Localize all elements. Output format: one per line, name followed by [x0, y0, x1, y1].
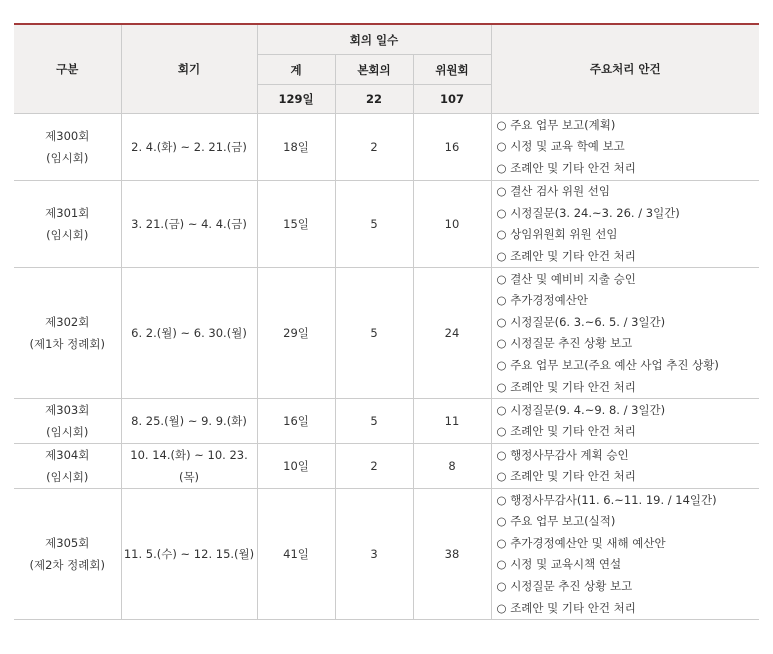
header-agenda: 주요처리 안건 [491, 24, 759, 114]
session-type: (제1차 정례회) [29, 337, 105, 352]
agenda-item: ○ 시정 및 교육 학예 보고 [496, 139, 625, 154]
session-name-cell [14, 268, 121, 399]
agenda-item: ○ 조례안 및 기타 안건 처리 [496, 600, 636, 615]
agenda-item: ○ 조례안 및 기타 안건 처리 [496, 424, 636, 439]
plenary-days-cell: 2 [335, 114, 413, 181]
session-name-cell [14, 181, 121, 268]
session-period: 6. 2.(월) ~ 6. 30.(월) [121, 268, 257, 399]
agenda-item: ○ 주요 업무 보고(주요 예산 사업 추진 상황) [496, 357, 719, 372]
table-row [14, 444, 759, 489]
total-committee: 107 [413, 85, 491, 114]
agenda-item: ○ 행정사무감사(11. 6.~11. 19. / 14일간) [496, 492, 717, 507]
agenda-cell [491, 444, 759, 489]
agenda-cell [491, 489, 759, 620]
agenda-item: ○ 시정질문(9. 4.~9. 8. / 3일간) [496, 402, 666, 417]
total-days: 129일 [257, 85, 335, 114]
session-period: 10. 14.(화) ~ 10. 23.(목) [121, 444, 257, 489]
session-type: (임시회) [46, 470, 89, 485]
agenda-item: ○ 시정질문 추진 상황 보고 [496, 336, 633, 351]
plenary-days-cell: 5 [335, 181, 413, 268]
agenda-item: ○ 조례안 및 기타 안건 처리 [496, 379, 636, 394]
session-type: (제2차 정례회) [29, 558, 105, 573]
session-number: 제302회 [45, 315, 90, 330]
agenda-item: ○ 시정질문 추진 상황 보고 [496, 578, 633, 593]
agenda-cell [491, 114, 759, 181]
agenda-item: ○ 추가경정예산안 [496, 293, 588, 308]
session-name-cell [14, 114, 121, 181]
agenda-item: ○ 조례안 및 기타 안건 처리 [496, 160, 636, 175]
plenary-days-cell: 5 [335, 399, 413, 444]
agenda-cell [491, 399, 759, 444]
plenary-days-cell: 2 [335, 444, 413, 489]
plenary-days-cell: 3 [335, 489, 413, 620]
committee-days-cell: 24 [413, 268, 491, 399]
agenda-item: ○ 시정질문(6. 3.~6. 5. / 3일간) [496, 314, 666, 329]
committee-days-cell: 38 [413, 489, 491, 620]
session-type: (임시회) [46, 151, 89, 165]
session-table [14, 23, 759, 620]
header-committee: 위원회 [413, 55, 491, 85]
committee-days-cell: 10 [413, 181, 491, 268]
agenda-item: ○ 상임위원회 위원 선임 [496, 227, 618, 242]
session-period: 8. 25.(월) ~ 9. 9.(화) [121, 399, 257, 444]
table-row [14, 399, 759, 444]
session-table-container [14, 23, 759, 620]
agenda-item: ○ 시정질문(3. 24.~3. 26. / 3일간) [496, 205, 680, 220]
agenda-item: ○ 행정사무감사 계획 승인 [496, 447, 629, 462]
header-days-group: 회의 일수 [257, 24, 491, 55]
table-row [14, 268, 759, 399]
header-category: 구분 [14, 24, 121, 114]
session-period: 2. 4.(화) ~ 2. 21.(금) [121, 114, 257, 181]
session-period: 3. 21.(금) ~ 4. 4.(금) [121, 181, 257, 268]
agenda-item: ○ 조례안 및 기타 안건 처리 [496, 469, 636, 484]
header-session: 회기 [121, 24, 257, 114]
committee-days-cell: 11 [413, 399, 491, 444]
session-type: (임시회) [46, 425, 89, 440]
header-plenary: 본회의 [335, 55, 413, 85]
total-days-cell: 29일 [257, 268, 335, 399]
session-name-cell [14, 399, 121, 444]
agenda-item: ○ 결산 및 예비비 지출 승인 [496, 271, 636, 286]
table-row [14, 114, 759, 181]
total-days-cell: 15일 [257, 181, 335, 268]
committee-days-cell: 8 [413, 444, 491, 489]
table-row [14, 489, 759, 620]
total-plenary: 22 [335, 85, 413, 114]
session-name-cell [14, 489, 121, 620]
agenda-item: ○ 주요 업무 보고(실적) [496, 514, 616, 529]
agenda-item: ○ 시정 및 교육시책 연설 [496, 557, 622, 572]
session-number: 제305회 [45, 536, 90, 551]
session-number: 제300회 [45, 129, 90, 143]
session-period: 11. 5.(수) ~ 12. 15.(월) [121, 489, 257, 620]
total-days-cell: 41일 [257, 489, 335, 620]
session-type: (임시회) [46, 228, 89, 243]
session-name-cell [14, 444, 121, 489]
committee-days-cell: 16 [413, 114, 491, 181]
header-total: 계 [257, 55, 335, 85]
agenda-item: ○ 조례안 및 기타 안건 처리 [496, 248, 636, 263]
total-days-cell: 10일 [257, 444, 335, 489]
session-number: 제301회 [45, 206, 90, 221]
total-days-cell: 16일 [257, 399, 335, 444]
table-row [14, 181, 759, 268]
total-days-cell: 18일 [257, 114, 335, 181]
agenda-cell [491, 268, 759, 399]
agenda-item: ○ 결산 검사 위원 선임 [496, 184, 611, 198]
session-number: 제303회 [45, 403, 90, 418]
agenda-item: ○ 주요 업무 보고(계획) [496, 117, 616, 132]
agenda-item: ○ 추가경정예산안 및 새해 예산안 [496, 535, 666, 550]
agenda-cell [491, 181, 759, 268]
session-number: 제304회 [45, 448, 90, 463]
plenary-days-cell: 5 [335, 268, 413, 399]
